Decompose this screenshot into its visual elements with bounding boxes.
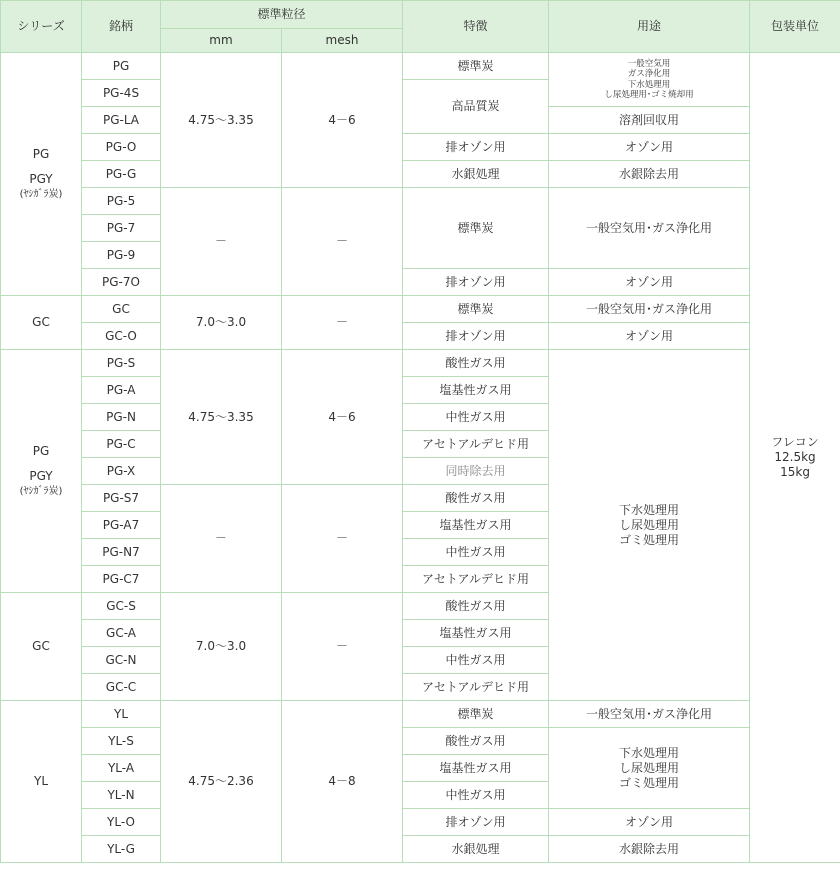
use-cell: 一般空気用･ガス浄化用 xyxy=(549,188,750,269)
feature-cell: 塩基性ガス用 xyxy=(403,377,549,404)
size-mm: － xyxy=(161,485,282,593)
package-line: 15kg xyxy=(780,465,810,479)
feature-cell: アセトアルデヒド用 xyxy=(403,431,549,458)
feature-cell: 排オゾン用 xyxy=(403,809,549,836)
feature-cell: 酸性ガス用 xyxy=(403,728,549,755)
size-mm: － xyxy=(161,188,282,296)
use-cell: 一般空気用･ガス浄化用 xyxy=(549,296,750,323)
package-cell xyxy=(750,53,840,863)
brand-cell: PG-O xyxy=(82,134,161,161)
size-mesh: － xyxy=(282,296,403,350)
brand-cell: PG-C7 xyxy=(82,566,161,593)
series-main: PG xyxy=(32,443,50,458)
use-line: し尿処理用･ゴミ焼却用 xyxy=(604,90,694,100)
brand-cell: YL xyxy=(82,701,161,728)
brand-cell: GC-S xyxy=(82,593,161,620)
use-cell xyxy=(549,350,750,701)
size-mm: 4.75～3.35 xyxy=(161,53,282,188)
brand-cell: GC-O xyxy=(82,323,161,350)
use-cell: オゾン用 xyxy=(549,134,750,161)
size-mesh: － xyxy=(282,593,403,701)
header-feature: 特徴 xyxy=(403,1,549,53)
series-sub: (ﾔｼｶﾞﾗ炭) xyxy=(19,188,63,200)
brand-cell: PG-N7 xyxy=(82,539,161,566)
series-cell xyxy=(1,350,82,593)
size-mesh: － xyxy=(282,188,403,296)
brand-cell: PG-A7 xyxy=(82,512,161,539)
size-mm: 7.0～3.0 xyxy=(161,593,282,701)
feature-cell: 標準炭 xyxy=(403,701,549,728)
package-line: 12.5kg xyxy=(774,450,816,464)
use-cell xyxy=(549,53,750,107)
header-brand: 銘柄 xyxy=(82,1,161,53)
brand-cell: PG-7 xyxy=(82,215,161,242)
brand-cell: GC xyxy=(82,296,161,323)
feature-cell: 排オゾン用 xyxy=(403,323,549,350)
brand-cell: PG-X xyxy=(82,458,161,485)
brand-cell: PG-C xyxy=(82,431,161,458)
use-line: し尿処理用 xyxy=(619,517,680,532)
brand-cell: PG-S7 xyxy=(82,485,161,512)
series-cell xyxy=(1,53,82,296)
header-use: 用途 xyxy=(549,1,750,53)
size-mm: 4.75～3.35 xyxy=(161,350,282,485)
feature-cell: 排オゾン用 xyxy=(403,269,549,296)
feature-cell: 中性ガス用 xyxy=(403,539,549,566)
brand-cell: YL-O xyxy=(82,809,161,836)
use-line: ゴミ処理用 xyxy=(619,775,680,790)
feature-cell: 排オゾン用 xyxy=(403,134,549,161)
brand-cell: PG xyxy=(82,53,161,80)
brand-cell: PG-4S xyxy=(82,80,161,107)
brand-cell: PG-LA xyxy=(82,107,161,134)
brand-cell: YL-N xyxy=(82,782,161,809)
size-mesh: － xyxy=(282,485,403,593)
feature-cell: 酸性ガス用 xyxy=(403,593,549,620)
feature-cell: 標準炭 xyxy=(403,53,549,80)
use-cell xyxy=(549,728,750,809)
feature-cell: 高品質炭 xyxy=(403,80,549,134)
feature-cell: 同時除去用 xyxy=(403,458,549,485)
series-cell: YL xyxy=(1,701,82,863)
feature-cell: 中性ガス用 xyxy=(403,647,549,674)
size-mm: 4.75～2.36 xyxy=(161,701,282,863)
header-series: シリーズ xyxy=(1,1,82,53)
brand-cell: PG-7O xyxy=(82,269,161,296)
feature-cell: アセトアルデヒド用 xyxy=(403,566,549,593)
feature-cell: 標準炭 xyxy=(403,296,549,323)
size-mm: 7.0～3.0 xyxy=(161,296,282,350)
brand-cell: YL-A xyxy=(82,755,161,782)
use-line: ゴミ処理用 xyxy=(619,532,680,547)
series-sub: (ﾔｼｶﾞﾗ炭) xyxy=(19,485,63,497)
feature-cell: 中性ガス用 xyxy=(403,782,549,809)
feature-cell: 塩基性ガス用 xyxy=(403,755,549,782)
series-main-2: PGY xyxy=(29,468,53,483)
size-mesh: 4－6 xyxy=(282,53,403,188)
use-line: 下水処理用 xyxy=(619,745,680,760)
use-cell: 一般空気用･ガス浄化用 xyxy=(549,701,750,728)
feature-cell: 水銀処理 xyxy=(403,161,549,188)
brand-cell: GC-A xyxy=(82,620,161,647)
package-line: フレコン xyxy=(771,435,819,449)
series-main-2: PGY xyxy=(29,171,53,186)
use-cell: オゾン用 xyxy=(549,323,750,350)
use-line: 下水処理用 xyxy=(619,502,680,517)
feature-cell: 酸性ガス用 xyxy=(403,485,549,512)
feature-cell: アセトアルデヒド用 xyxy=(403,674,549,701)
brand-cell: PG-A xyxy=(82,377,161,404)
brand-cell: GC-N xyxy=(82,647,161,674)
brand-cell: PG-9 xyxy=(82,242,161,269)
use-line: ガス浄化用 xyxy=(627,69,671,79)
brand-cell: PG-N xyxy=(82,404,161,431)
brand-cell: YL-S xyxy=(82,728,161,755)
header-mesh: mesh xyxy=(282,29,403,53)
use-line: 一般空気用 xyxy=(627,58,671,69)
use-cell: オゾン用 xyxy=(549,269,750,296)
series-cell: GC xyxy=(1,593,82,701)
feature-cell: 標準炭 xyxy=(403,188,549,269)
use-cell: 水銀除去用 xyxy=(549,836,750,863)
use-line: し尿処理用 xyxy=(619,760,680,775)
brand-cell: PG-G xyxy=(82,161,161,188)
feature-cell: 中性ガス用 xyxy=(403,404,549,431)
header-size: 標準粒径 xyxy=(161,1,403,29)
size-mesh: 4－8 xyxy=(282,701,403,863)
use-cell: 溶剤回収用 xyxy=(549,107,750,134)
brand-cell: PG-5 xyxy=(82,188,161,215)
brand-cell: GC-C xyxy=(82,674,161,701)
header-mm: mm xyxy=(161,29,282,53)
brand-cell: PG-S xyxy=(82,350,161,377)
use-line: 下水処理用 xyxy=(627,79,671,90)
feature-cell: 塩基性ガス用 xyxy=(403,620,549,647)
header-package: 包装単位 xyxy=(750,1,840,53)
series-main: PG xyxy=(32,146,50,161)
feature-cell: 水銀処理 xyxy=(403,836,549,863)
brand-cell: YL-G xyxy=(82,836,161,863)
feature-cell: 酸性ガス用 xyxy=(403,350,549,377)
size-mesh: 4－6 xyxy=(282,350,403,485)
use-cell: 水銀除去用 xyxy=(549,161,750,188)
use-cell: オゾン用 xyxy=(549,809,750,836)
series-cell: GC xyxy=(1,296,82,350)
feature-cell: 塩基性ガス用 xyxy=(403,512,549,539)
